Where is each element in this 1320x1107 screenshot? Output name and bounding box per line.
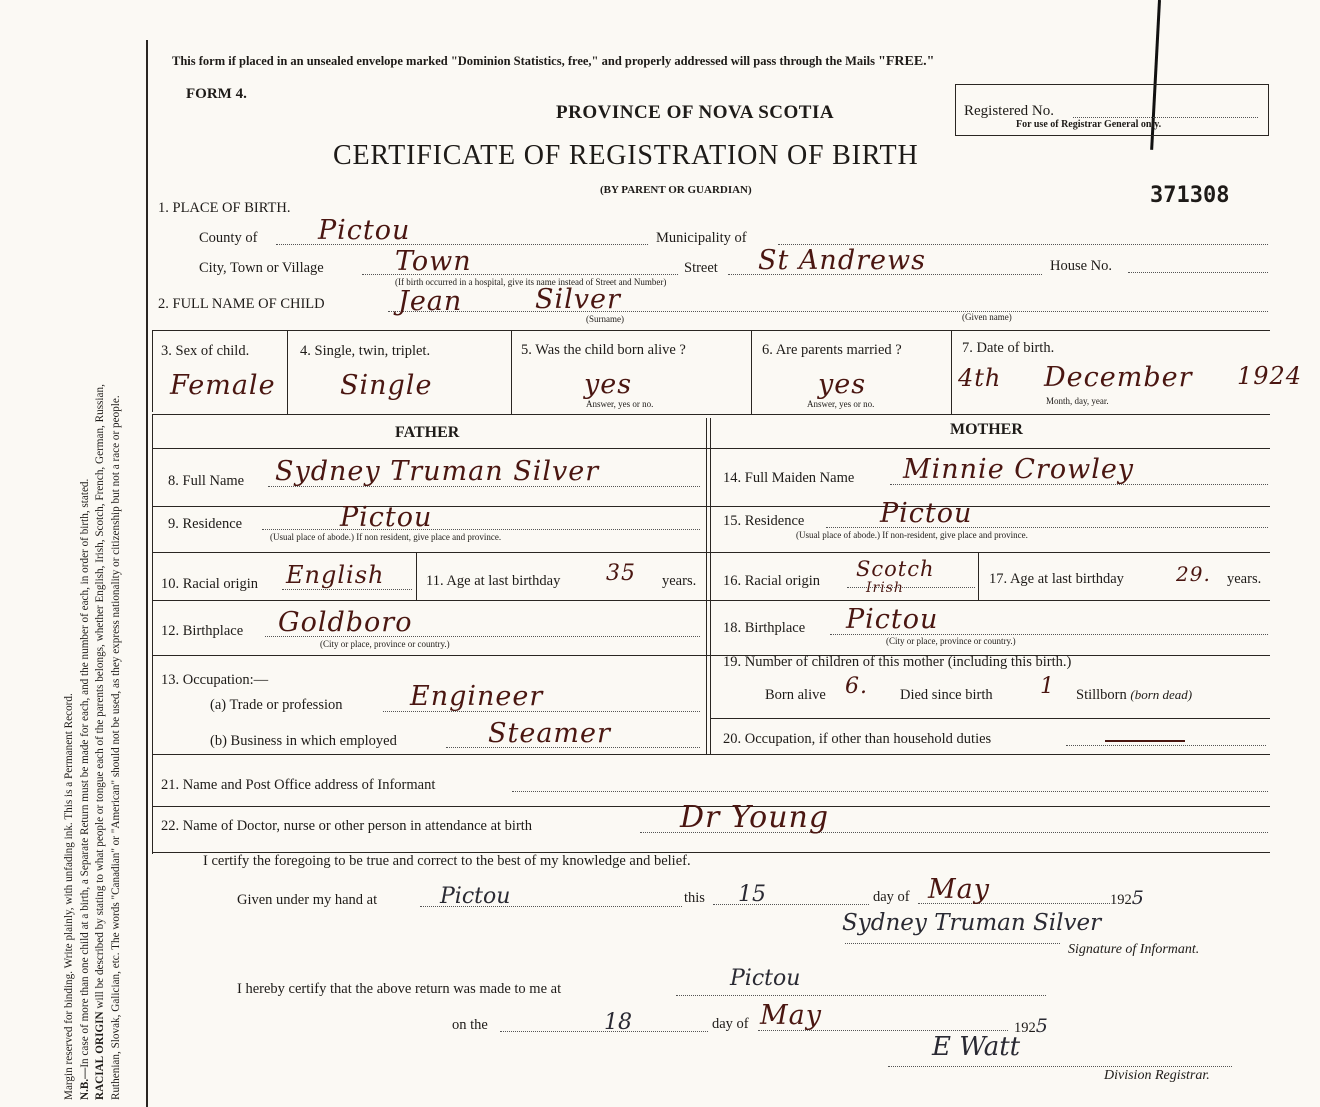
father-business-label: (b) Business in which employed (210, 733, 397, 749)
mother-residence-label: 15. Residence (723, 513, 805, 529)
father-heading: FATHER (395, 424, 460, 441)
city-value: Town (395, 246, 472, 277)
surname-caption: (Surname) (586, 314, 624, 324)
mother-age-unit: years. (1227, 571, 1262, 587)
certification-day-of-label: day of (873, 889, 910, 905)
registrar-signature: E Watt (932, 1032, 1021, 1062)
registrar-statement: I hereby certify that the above return was made to me at (237, 981, 562, 997)
certification-month-value: May (928, 874, 990, 905)
died-since-birth-label: Died since birth (900, 687, 993, 703)
margin-note-racial: RACIAL ORIGIN will be described by stating to what people or tongue each of the parents belongs, whether English, Irish, Scotch, French, German, Russian, (94, 384, 106, 1100)
father-trade-value: Engineer (410, 681, 544, 712)
registered-number-box (955, 84, 1269, 136)
father-age-unit: years. (662, 573, 697, 589)
informant-label: 21. Name and Post Office address of Informant (161, 777, 436, 793)
dob-caption: Month, day, year. (1046, 396, 1109, 406)
born-alive-count-label: Born alive (765, 687, 826, 703)
margin-note-racial-cont: Ruthenian, Slovak, Galician, etc. The words "Canadian" or "American" should not be used, as they express nationality or citizenship but not a race or people. (109, 395, 122, 1100)
father-residence-value: Pictou (340, 502, 433, 533)
mother-birthplace-value: Pictou (846, 604, 939, 635)
mother-residence-caption: (Usual place of abode.) If non-resident, give place and province. (796, 530, 1028, 540)
given-under-label: Given under my hand at (237, 892, 378, 908)
registrar-place-value: Pictou (730, 966, 801, 991)
page-subtitle: (BY PARENT OR GUARDIAN) (600, 184, 752, 196)
born-alive-caption: Answer, yes or no. (586, 399, 654, 409)
child-given-value: Silver (535, 284, 621, 315)
municipality-label: Municipality of (656, 230, 747, 246)
father-occupation-label: 13. Occupation:— (161, 672, 269, 688)
this-label: this (684, 890, 705, 906)
father-age-value: 35 (606, 561, 636, 586)
city-label: City, Town or Village (199, 260, 324, 276)
hospital-note: (If birth occurred in a hospital, give its name instead of Street and Number) (395, 277, 667, 287)
mother-race-value: Scotch (856, 557, 935, 581)
margin-note-binding: Margin reserved for binding. Write plainly, with unfading ink. This is a Permanent Record. (63, 693, 75, 1100)
born-alive-value: yes (584, 369, 633, 400)
doctor-label: 22. Name of Doctor, nurse or other person in attendance at birth (161, 818, 533, 834)
county-value: Pictou (318, 215, 411, 246)
margin-notes (62, 0, 212, 1100)
mother-residence-value: Pictou (880, 498, 973, 529)
county-label: County of (199, 230, 258, 246)
division-registrar-caption: Division Registrar. (1104, 1068, 1210, 1083)
mother-heading: MOTHER (950, 421, 1023, 438)
father-birthplace-value: Goldboro (278, 607, 413, 638)
registrar-day-of-label: day of (712, 1016, 749, 1032)
registrar-month-value: May (760, 1000, 822, 1031)
died-since-birth-value: 1 (1040, 674, 1055, 699)
registrar-year: 1925 (1014, 1015, 1048, 1037)
father-race-label: 10. Racial origin (161, 576, 259, 592)
born-alive-label: 5. Was the child born alive ? (521, 342, 686, 358)
mother-race-label: 16. Racial origin (723, 573, 821, 589)
house-label: House No. (1050, 258, 1113, 274)
registered-label: Registered No. (964, 103, 1054, 119)
street-value: St Andrews (758, 245, 926, 276)
father-residence-label: 9. Residence (168, 516, 243, 532)
father-name-label: 8. Full Name (168, 473, 245, 489)
street-label: Street (684, 260, 718, 276)
stamp-number: 371308 (1150, 183, 1230, 208)
binding-margin-line (146, 40, 148, 1107)
margin-note-nb: N.B.—In case of more than one child at a birth, a Separate Return must be made for each, and the number of each, in order of birth, stated. (78, 478, 91, 1100)
place-of-birth-heading: 1. PLACE OF BIRTH. (158, 200, 291, 216)
sex-label: 3. Sex of child. (161, 343, 250, 359)
born-alive-count-value: 6. (845, 674, 868, 699)
children-count-label: 19. Number of children of this mother (including this birth.) (723, 654, 1072, 670)
mother-age-label: 17. Age at last birthday (989, 571, 1124, 587)
registrar-on-the-label: on the (452, 1017, 488, 1033)
mail-notice: This form if placed in an unsealed envelope marked "Dominion Statistics, free," and properly addressed will pass through the Mails "FREE." (172, 54, 935, 69)
mother-race-value-2: Irish (866, 580, 904, 596)
page-title: CERTIFICATE OF REGISTRATION OF BIRTH (333, 140, 919, 171)
dob-month-value: December (1044, 362, 1193, 393)
mother-occupation-label: 20. Occupation, if other than household duties (723, 731, 992, 747)
father-business-value: Steamer (488, 718, 611, 749)
date-of-birth-label: 7. Date of birth. (962, 340, 1055, 356)
sex-value: Female (170, 370, 276, 401)
informant-signature: Sydney Truman Silver (842, 910, 1102, 936)
registrar-use-note: For use of Registrar General only. (1016, 119, 1162, 130)
given-place-value: Pictou (440, 884, 511, 909)
child-name-label: 2. FULL NAME OF CHILD (158, 296, 325, 312)
father-race-value: English (286, 561, 385, 589)
dob-day-value: 4th (958, 364, 1002, 392)
plurality-label: 4. Single, twin, triplet. (300, 343, 431, 359)
child-surname-value: Jean (398, 286, 463, 317)
mother-name-label: 14. Full Maiden Name (723, 470, 855, 486)
father-residence-caption: (Usual place of abode.) If non resident, give place and province. (270, 532, 502, 542)
mother-name-value: Minnie Crowley (903, 454, 1135, 485)
father-name-value: Sydney Truman Silver (275, 456, 600, 487)
married-value: yes (818, 369, 867, 400)
mother-birthplace-caption: (City or place, province or country.) (886, 636, 1016, 646)
dob-year-value: 1924 (1237, 362, 1303, 390)
certification-year: 1925 (1110, 887, 1144, 909)
province-heading: PROVINCE OF NOVA SCOTIA (556, 102, 835, 123)
father-age-label: 11. Age at last birthday (426, 573, 561, 589)
married-caption: Answer, yes or no. (807, 399, 875, 409)
given-name-caption: (Given name) (962, 312, 1012, 322)
married-label: 6. Are parents married ? (762, 342, 902, 358)
father-birthplace-caption: (City or place, province or country.) (320, 639, 450, 649)
mother-age-value: 29. (1176, 562, 1211, 586)
plurality-value: Single (340, 370, 433, 401)
form-number: FORM 4. (186, 86, 247, 102)
stillborn-label: Stillborn (born dead) (1076, 687, 1193, 703)
doctor-value: Dr Young (680, 800, 830, 835)
informant-signature-caption: Signature of Informant. (1068, 942, 1200, 957)
certification-day-value: 15 (738, 882, 766, 907)
certification-statement: I certify the foregoing to be true and correct to the best of my knowledge and belief. (203, 853, 691, 869)
registrar-day-value: 18 (604, 1010, 632, 1035)
father-birthplace-label: 12. Birthplace (161, 623, 244, 639)
father-trade-label: (a) Trade or profession (210, 697, 343, 713)
mother-birthplace-label: 18. Birthplace (723, 620, 806, 636)
